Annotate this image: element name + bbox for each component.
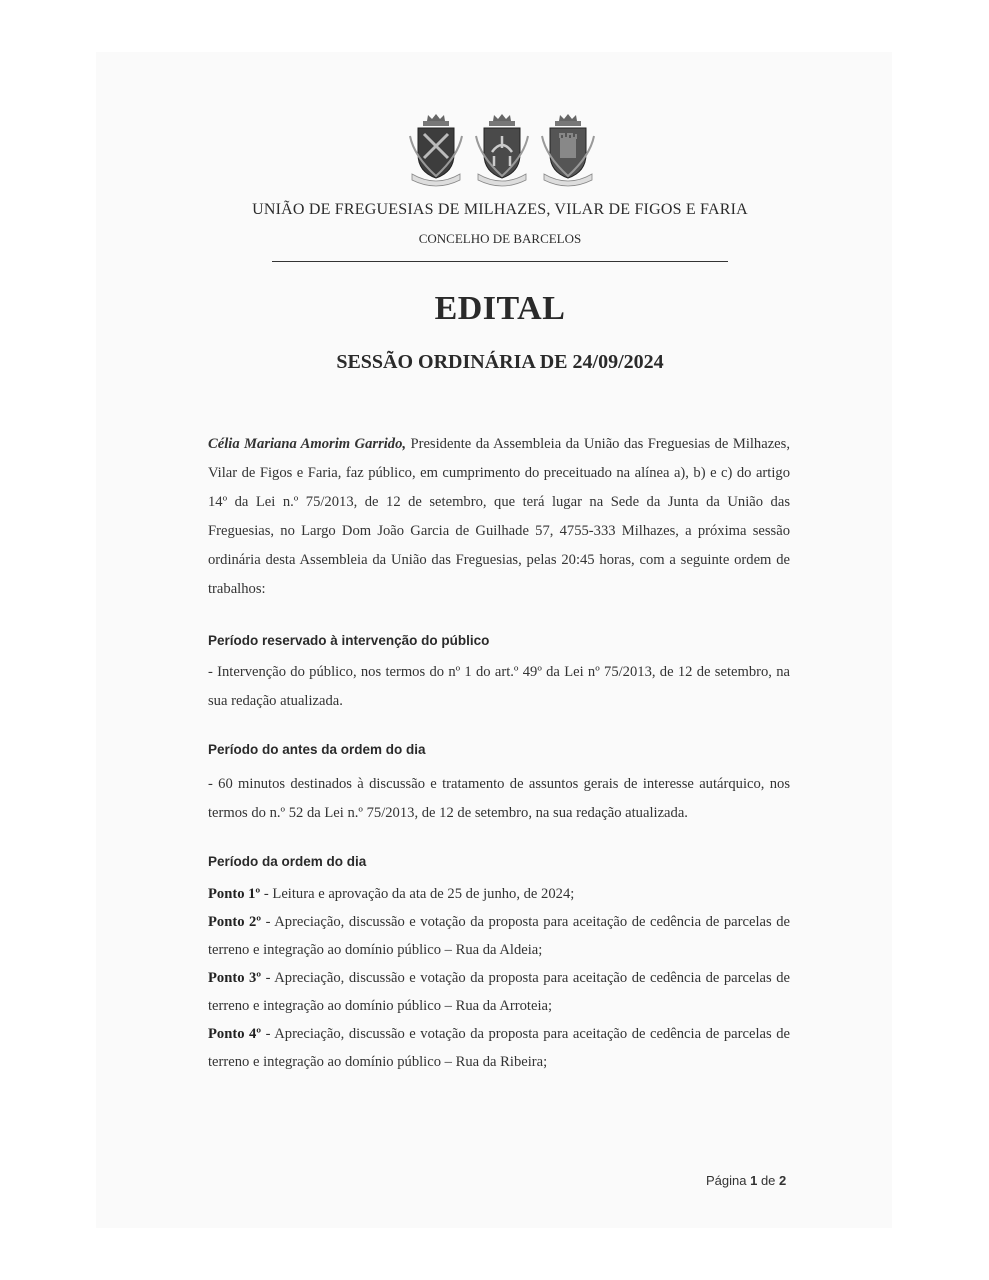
agenda-item-label: Ponto 4º bbox=[208, 1026, 262, 1042]
faria-coat-of-arms-icon bbox=[536, 112, 600, 188]
agenda-item-label: Ponto 1º bbox=[208, 886, 261, 902]
president-name: Célia Mariana Amorim Garrido, bbox=[208, 436, 407, 452]
page-current: 1 bbox=[750, 1173, 758, 1188]
agenda-item-text: - Apreciação, discussão e votação da proposta para aceitação de cedência de parcelas de terreno e integração ao domínio público – Rua da Ribeira; bbox=[208, 1026, 790, 1070]
vilar-de-figos-coat-of-arms-icon bbox=[470, 112, 534, 188]
agenda-list bbox=[208, 880, 790, 1076]
page-prefix: Página bbox=[706, 1173, 751, 1188]
organization-title: UNIÃO DE FREGUESIAS DE MILHAZES, VILAR DE FIGOS E FARIA bbox=[252, 201, 748, 218]
coats-of-arms bbox=[404, 112, 596, 188]
page-total: 2 bbox=[779, 1173, 787, 1188]
page-middle: de bbox=[757, 1173, 780, 1188]
agenda-item-label: Ponto 3º bbox=[208, 970, 262, 986]
agenda-item-text: - Apreciação, discussão e votação da proposta para aceitação de cedência de parcelas de terreno e integração ao domínio público – Rua da Aldeia; bbox=[208, 914, 790, 958]
before-agenda-text: - 60 minutos destinados à discussão e tratamento de assuntos gerais de interesse autárquico, nos termos do n.º 52 da Lei n.º 75/2013, de 12 de setembro, na sua redação atualizada. bbox=[208, 776, 790, 821]
agenda-item-text: - Apreciação, discussão e votação da proposta para aceitação de cedência de parcelas de terreno e integração ao domínio público – Rua da Arroteia; bbox=[208, 970, 790, 1014]
intro-text: Presidente da Assembleia da União das Freguesias de Milhazes, Vilar de Figos e Faria, faz público, em cumprimento do preceituado na alínea a), b) e c) do artigo 14º da Lei n.º 75/2013, de 12 de setembro, que terá lugar na Sede da Junta da União das Freguesias, no Largo Dom João Garcia de Guilhade 57, 4755-333 Milhazes, a próxima sessão ordinária desta Assembleia da União das Freguesias, pelas 20:45 horas, com a seguinte ordem de trabalhos: bbox=[208, 436, 790, 597]
public-section-heading: Período reservado à intervenção do público bbox=[208, 633, 490, 648]
document-title: EDITAL bbox=[434, 290, 566, 327]
agenda-heading: Período da ordem do dia bbox=[208, 854, 367, 869]
intro-paragraph bbox=[208, 430, 790, 604]
public-section-text: - Intervenção do público, nos termos do nº 1 do art.º 49º da Lei nº 75/2013, de 12 de setembro, na sua redação atualizada. bbox=[208, 664, 790, 709]
agenda-item-label: Ponto 2º bbox=[208, 914, 262, 930]
page-number bbox=[706, 1173, 786, 1188]
agenda-item bbox=[208, 964, 790, 1020]
organization-subtitle: CONCELHO DE BARCELOS bbox=[418, 231, 582, 246]
agenda-item bbox=[208, 1020, 790, 1076]
agenda-item bbox=[208, 908, 790, 964]
header-divider bbox=[272, 261, 728, 262]
before-agenda-heading: Período do antes da ordem do dia bbox=[208, 742, 426, 757]
agenda-item bbox=[208, 880, 790, 908]
session-title: SESSÃO ORDINÁRIA DE 24/09/2024 bbox=[336, 351, 664, 373]
milhazes-coat-of-arms-icon bbox=[404, 112, 468, 188]
agenda-item-text: - Leitura e aprovação da ata de 25 de junho, de 2024; bbox=[260, 886, 575, 902]
